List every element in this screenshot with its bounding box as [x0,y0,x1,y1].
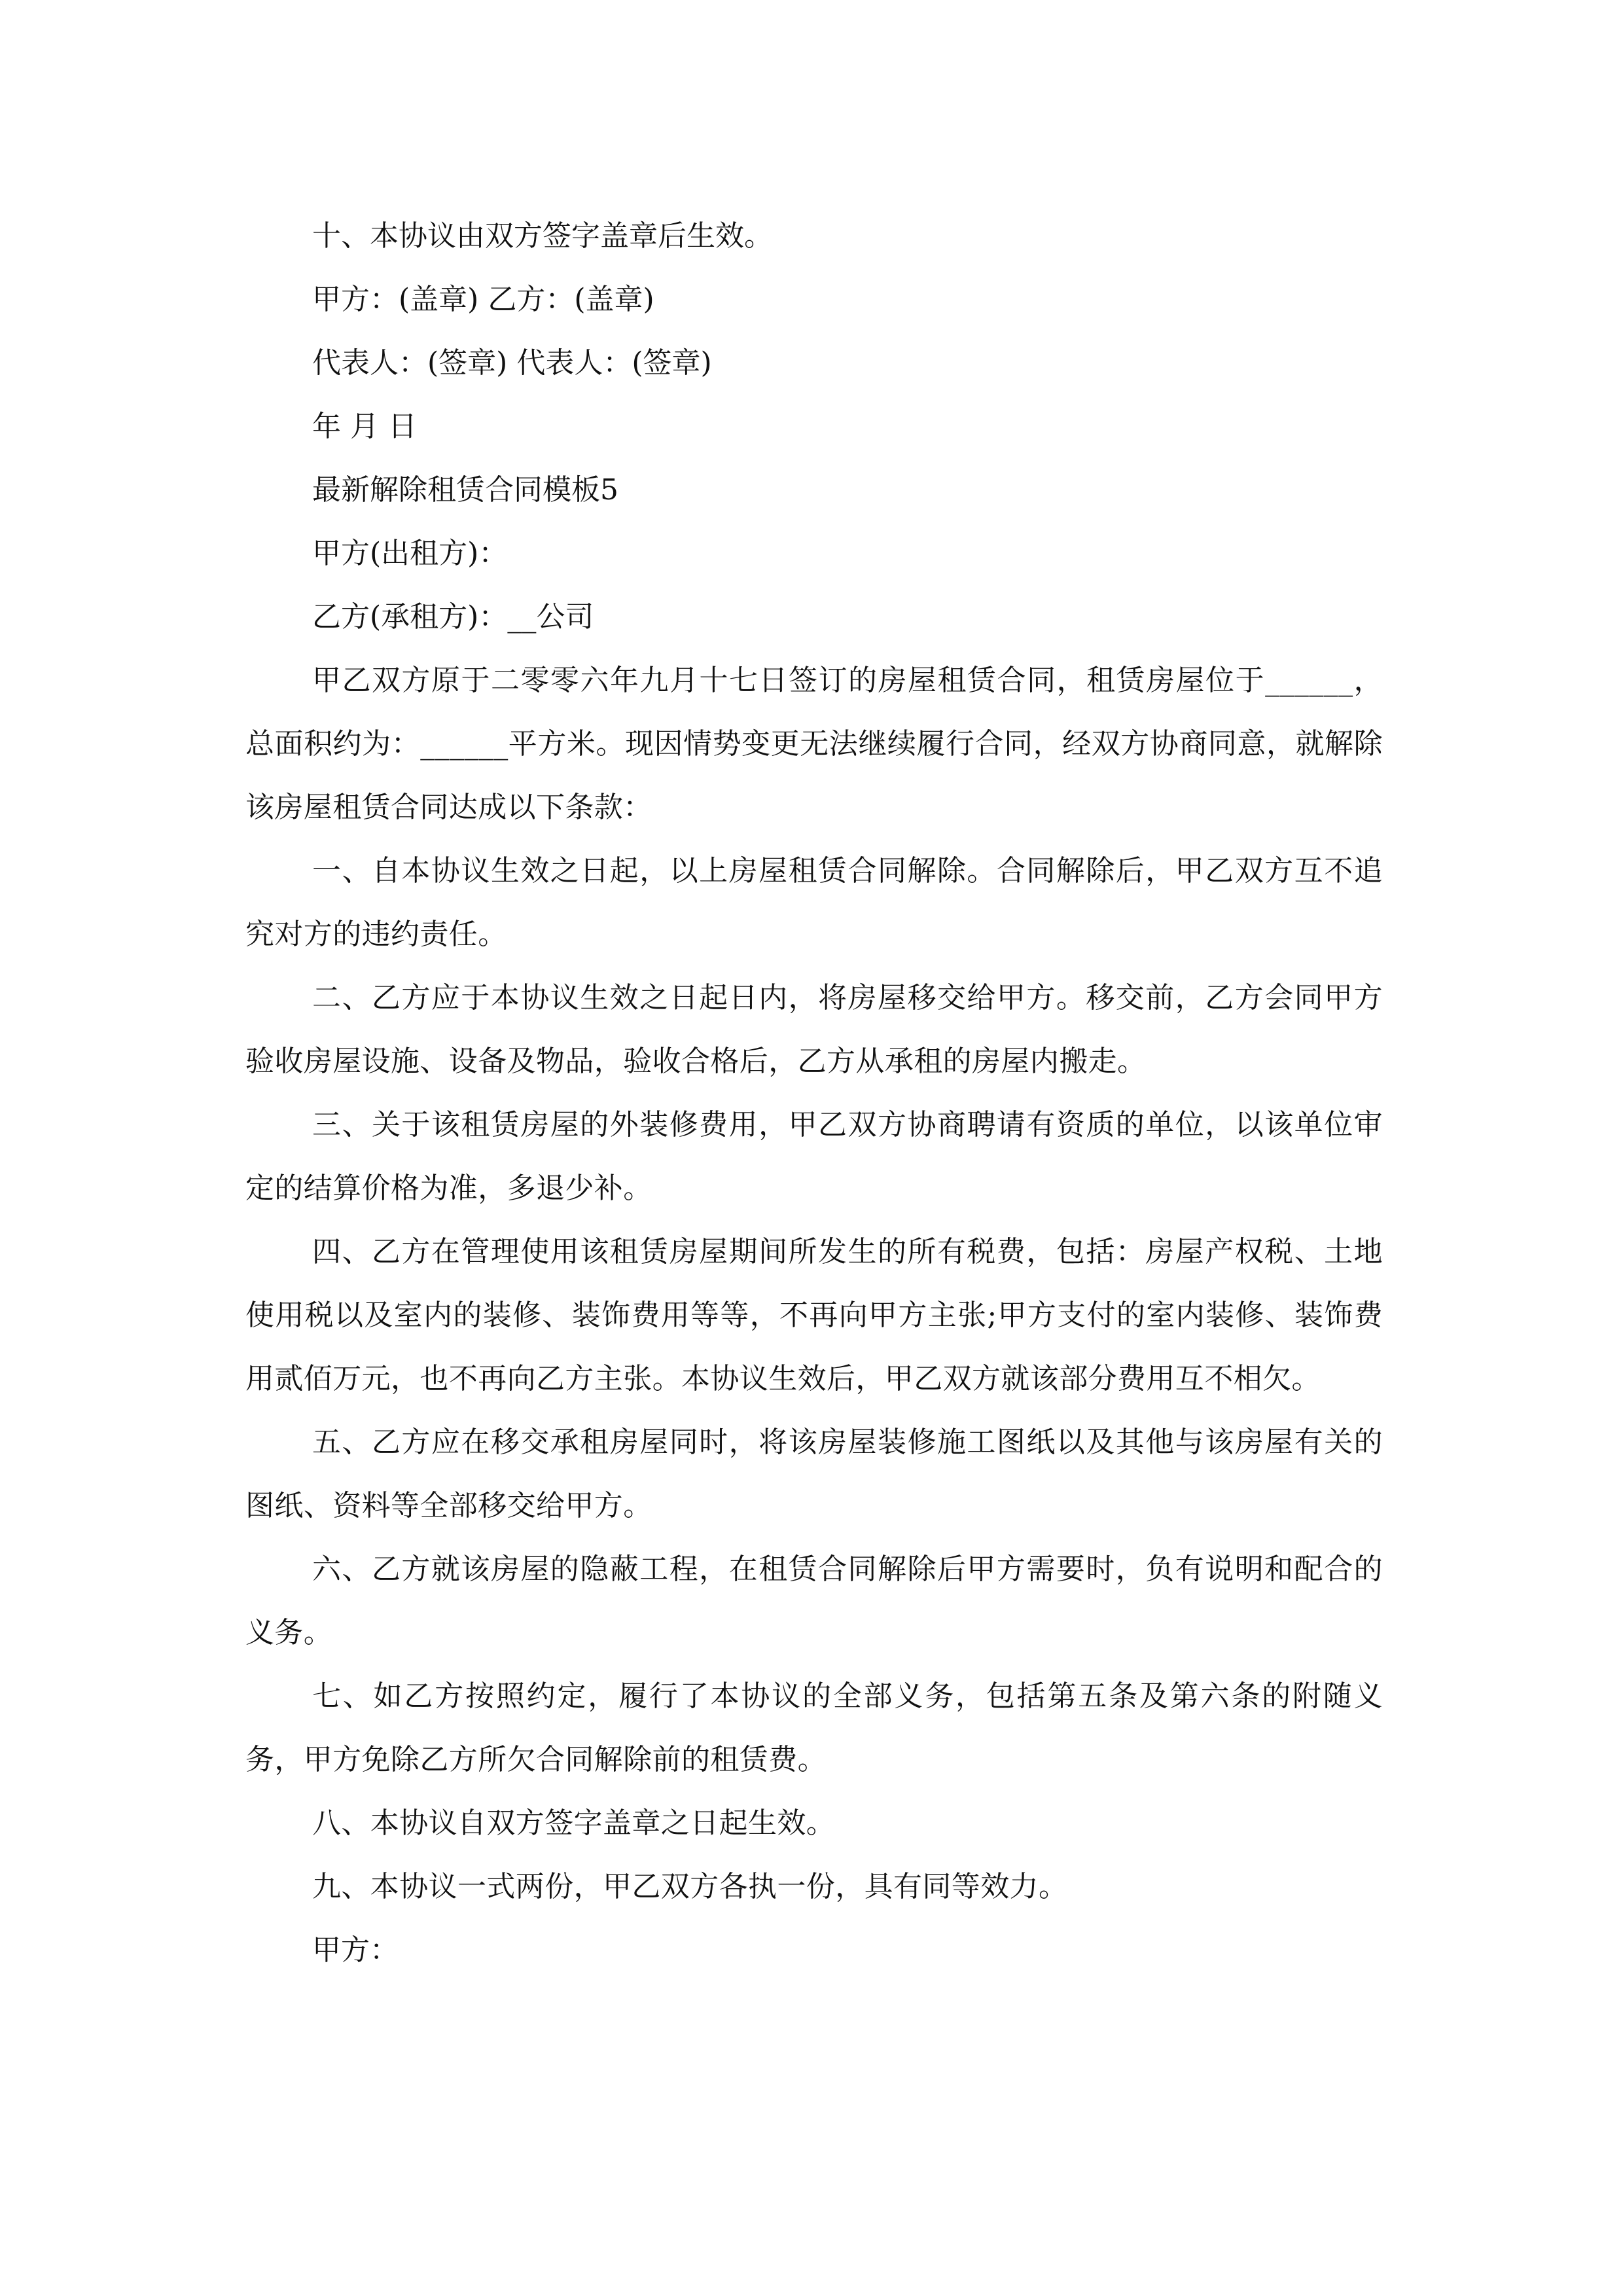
party-a-signature-label: 甲方： [312,1933,399,1967]
party-seal-line: 甲方：(盖章) 乙方：(盖章) [312,283,654,316]
clause-seven: 七、如乙方按照约定，履行了本协议的全部义务，包括第五条及第六条的附随义务，甲方免除乙方所欠合同解除前的租赁费。 [245,1679,1383,1776]
clause-nine: 九、本协议一式两份，甲乙双方各执一份，具有同等效力。 [312,1870,1068,1903]
document-body [245,204,1383,1982]
template-title: 最新解除租赁合同模板5 [312,473,618,507]
clause-eight: 八、本协议自双方签字盖章之日起生效。 [312,1806,836,1840]
representative-sign-line: 代表人：(签章) 代表人：(签章) [312,346,712,380]
clause-four: 四、乙方在管理使用该租赁房屋期间所发生的所有税费，包括：房屋产权税、土地使用税以及室内的装修、装饰费用等等，不再向甲方主张;甲方支付的室内装修、装饰费用贰佰万元，也不再向乙方主张。本协议生效后，甲乙双方就该部分费用互不相欠。 [245,1235,1383,1395]
clause-six: 六、乙方就该房屋的隐蔽工程，在租赁合同解除后甲方需要时，负有说明和配合的义务。 [245,1552,1383,1649]
clause-two: 二、乙方应于本协议生效之日起日内，将房屋移交给甲方。移交前，乙方会同甲方验收房屋设施、设备及物品，验收合格后，乙方从承租的房屋内搬走。 [245,981,1383,1078]
party-a-lessor: 甲方(出租方)： [312,537,508,570]
preamble-paragraph: 甲乙双方原于二零零六年九月十七日签订的房屋租赁合同，租赁房屋位于______，总面积约为：______平方米。现因情势变更无法继续履行合同，经双方协商同意，就解除该房屋租赁合同达成以下条款： [245,664,1383,824]
clause-three: 三、关于该租赁房屋的外装修费用，甲乙双方协商聘请有资质的单位，以该单位审定的结算价格为准，多退少补。 [245,1108,1383,1205]
date-line: 年 月 日 [312,410,417,443]
clause-one: 一、自本协议生效之日起，以上房屋租赁合同解除。合同解除后，甲乙双方互不追究对方的违约责任。 [245,854,1383,951]
clause-five: 五、乙方应在移交承租房屋同时，将该房屋装修施工图纸以及其他与该房屋有关的图纸、资料等全部移交给甲方。 [245,1426,1383,1522]
clause-ten: 十、本协议由双方签字盖章后生效。 [312,219,773,253]
party-b-lessee: 乙方(承租方)：__公司 [312,600,594,634]
